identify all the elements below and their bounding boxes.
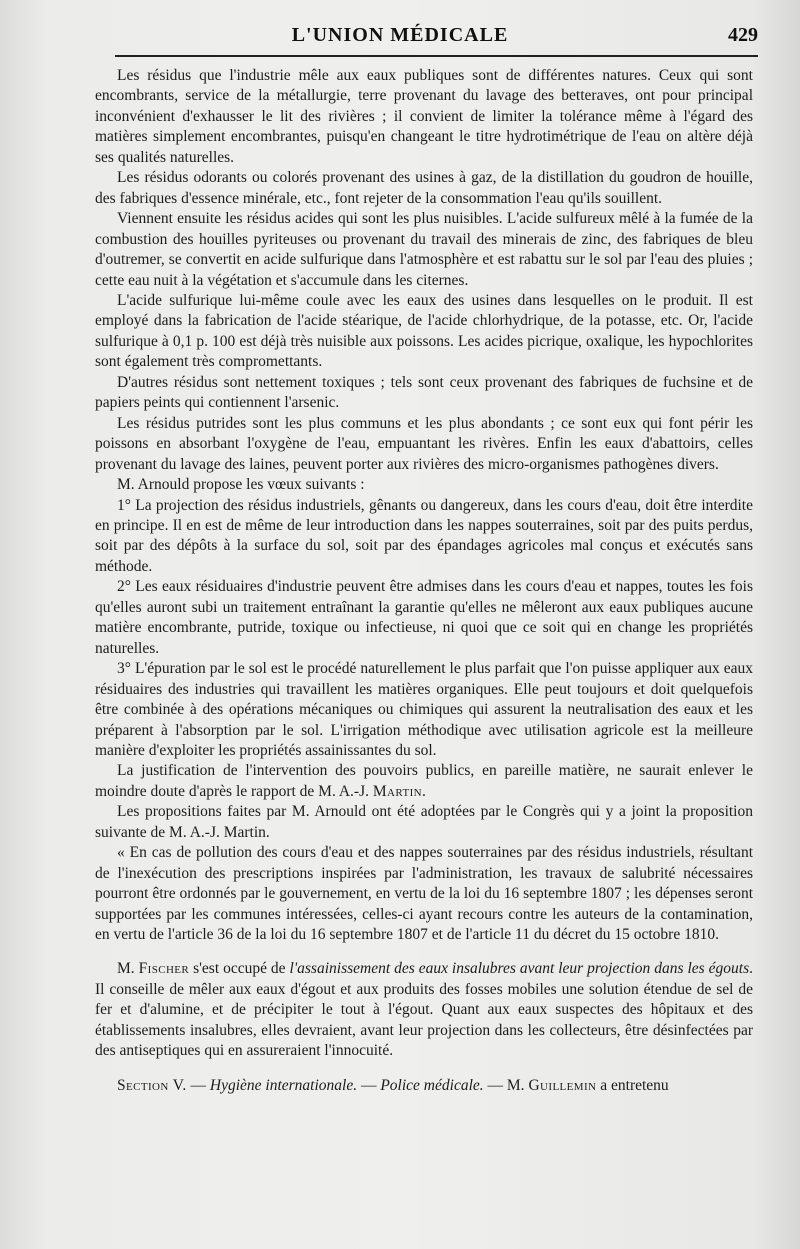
section-end: a entretenu (596, 1076, 669, 1094)
running-title: L'UNION MÉDICALE (291, 24, 509, 46)
paragraph-voeu-2: 2° Les eaux résiduaires d'industrie peuvent être admises dans les cours d'eau et nappes, toutes les fois qu'elles auront subi un traitement entraînant la garantie qu'elles ne mêleront aux eaux publiques aucune matière encombrante, putride, toxique ou infectieuse, ni quoi que ce soit qui en change les propriétés naturelles. (95, 578, 753, 657)
section-label: Section V. (117, 1076, 187, 1094)
paragraph-propositions: Les propositions faites par M. Arnould ont été adoptées par le Congrès qui y a joint la proposition suivante de M. A.-J. Martin. (95, 803, 753, 841)
header-rule (115, 55, 758, 57)
author-martin: Martin (372, 782, 422, 800)
paragraph-residus-natures: Les résidus que l'industrie mêle aux eaux publiques sont de différentes natures. Ceux qui sont encombrants, service de la métallurgie, terre provenant du lavage des betteraves, ont pour principal inconvénient d'exhausser le lit des rivières ; il convient de limiter la tolérance même à l'égard des matières simplement encombrantes, puisqu'en changeant le titre hydrotimétrique de l'eau on altère déjà ses qualités naturelles. (95, 67, 753, 166)
fischer-prefix: M. (117, 960, 139, 978)
paragraph-residus-putrides: Les résidus putrides sont les plus communs et les plus abondants ; ce sont eux qui font périr les poissons en absorbant l'oxygène de l'eau, empuantant les rivères. Enfin les eaux d'abattoirs, celles provenant du lavage des laines, peuvent porter aux rivières des micro-organismes pathogènes divers. (95, 414, 753, 473)
paragraph-voeu-1: 1° La projection des résidus industriels, gênants ou dangereux, dans les cours d'eau, doit être interdite en principe. Il en est de même de leur introduction dans les nappes souterraines, soit par des puits perdus, soit par des dépôts à la surface du sol, soit par des épandages agricoles mal conçus et exécutés sans méthode. (95, 496, 753, 575)
justification-text: La justification de l'intervention des pouvoirs publics, en pareille matière, ne saurait enlever le moindre doute d'après le rapport de M. A.-J. (95, 762, 753, 800)
author-fischer: Fischer (138, 960, 190, 978)
section-police: Police médicale. (380, 1076, 484, 1094)
page-number: 429 (728, 24, 758, 46)
article-body (95, 66, 753, 1096)
fischer-mid: s'est occupé de (189, 960, 290, 978)
paragraph-quotation: « En cas de pollution des cours d'eau et des nappes souterraines par des résidus industriels, résultant de l'inexécution des prescriptions inspirées par l'administration, les travaux de salubrité nécessaires pourront être ordonnés par le gouvernement, en vertu de la loi du 16 septembre 1807 ; les dépenses seront supportées par les communes intéressées, celles-ci ayant recours contre les auteurs de la contamination, en vertu de l'article 36 de la loi du 16 septembre 1807 et de l'article 11 du décret du 15 octobre 1810. (95, 844, 753, 944)
paragraph-residus-acides: Viennent ensuite les résidus acides qui sont les plus nuisibles. L'acide sulfureux mêlé à la fumée de la combustion des houilles pyriteuses ou provenant du travail des minerais de zinc, des fabriques de bleu d'outremer, se convertit en acide sulfurique dans l'atmosphère et est rabattu sur le sol par l'eau des pluies ; cette eau nuit à la végétation et s'accumule dans les citernes. (95, 210, 753, 289)
paragraph-acide-sulfurique: L'acide sulfurique lui-même coule avec les eaux des usines dans lesquelles on le produit. Il est employé dans la fabrication de l'acide stéarique, de l'acide chlorhydrique, de la potasse, etc. Or, l'acide sulfurique à 0,1 p. 100 est déjà très nuisible aux poissons. Les acides picrique, oxalique, les hypochlorites sont également très compromettants. (95, 291, 753, 371)
paragraph-justification (95, 761, 753, 802)
paragraph-residus-odorants: Les résidus odorants ou colorés provenant des usines à gaz, de la distillation du goudron de houille, des fabriques d'essence minérale, etc., font rejeter de la consommation l'eau qu'ils souillent. (95, 169, 753, 207)
section-dash-2: — (357, 1076, 381, 1094)
section-dash-3: — M. (483, 1076, 529, 1094)
paragraph-voeux-intro: M. Arnould propose les vœux suivants : (117, 476, 365, 494)
justification-end: . (422, 782, 426, 800)
paragraph-voeu-3: 3° L'épuration par le sol est le procédé naturellement le plus parfait que l'on puisse appliquer aux eaux résiduaires des industries qui travaillent les matières organiques. Elle peut toujours et doit quelquefois être combinée à des opérations mécaniques ou chimiques qui assurent la neutralisation des eaux et les préparent à l'absorption par le sol. L'irrigation méthodique avec utilisation agricole est la meilleure manière d'exploiter les propriétés assainissantes du sol. (95, 660, 753, 759)
fischer-rest: . Il conseille de mêler aux eaux d'égout et aux produits des fosses mobiles une solution étendue de sel de fer et d'alumine, et de précipiter le tout à l'égout. Quant aux eaux suspectes des hôpitaux et des établissements insalubres, elles devraient, avant leur projection dans les collecteurs, être désinfectées par des antiseptiques qui en assureraient l'innocuité. (95, 960, 753, 1060)
paragraph-residus-toxiques: D'autres résidus sont nettement toxiques ; tels sont ceux provenant des fabriques de fuchsine et de papiers peints qui contiennent l'arsenic. (95, 373, 753, 412)
section-title: Hygiène internationale. (209, 1076, 358, 1094)
author-guillemin: Guillemin (528, 1076, 597, 1094)
paragraph-fischer (95, 959, 753, 1061)
paragraph-section-v (95, 1076, 753, 1096)
page-header (0, 22, 800, 54)
fischer-title: l'assainissement des eaux insalubres avant leur projection dans les égouts (289, 960, 750, 978)
section-dash-1: — (186, 1076, 210, 1094)
